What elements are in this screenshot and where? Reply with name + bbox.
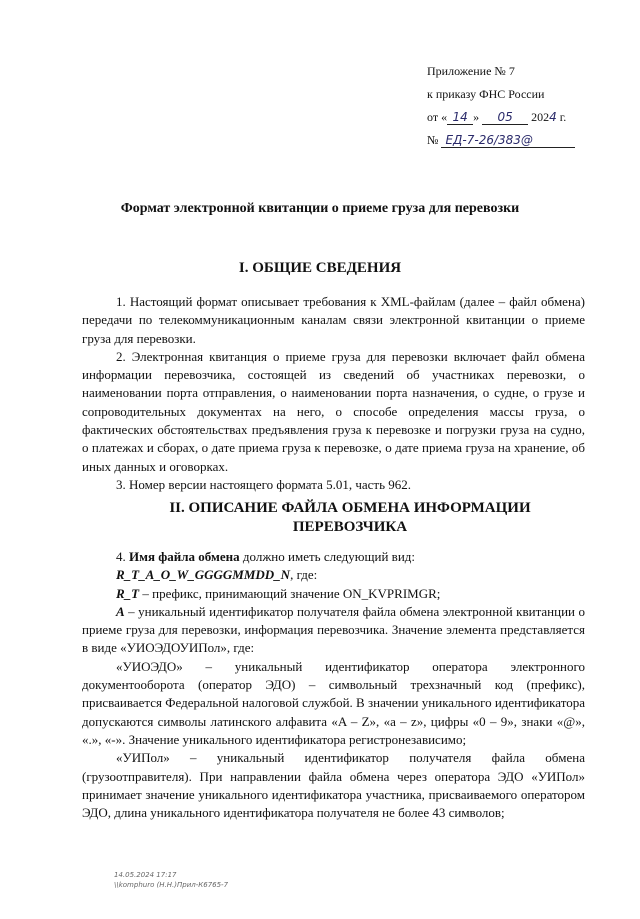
file-name-pattern: R_T_A_O_W_GGGGMMDD_N (116, 567, 291, 583)
paragraph-uipol: «УИПол» – уникальный идентификатор получателя файла обмена (грузоотправителя). При направлении файла обмена через оператора ЭДО «УИПол» принимает значение уникального идентификатора участника, присваиваемого оператором ЭДО, длина уникального идентификатора получателя не более 43 символов; (82, 750, 585, 821)
section-1-body (82, 293, 585, 494)
footer-timestamp: 14.05.2024 17:17 (114, 871, 177, 879)
paragraph-2: 2. Электронная квитанция о приеме груза для перевозки включает файл обмена информации перевозчика, состоящей из сведений об участниках перевозки, о наименовании порта отправления, о наименовании порта назначения, о судне, о грузе и сопроводительных документах на него, о способе определения массы груза, о фактических обстоятельствах предъявления груза к перевозке и погрузки груза на судно, о платежах и сборах, о дате приема груза к перевозке, о дате приема груза на хранение, об иных данных и оговорках. (82, 348, 585, 474)
prefix-rest: – префикс, принимающий значение ON_KVPRIMGR; (139, 585, 441, 601)
paragraph-1: 1. Настоящий формат описывает требования к XML-файлам (далее – файл обмена) передачи по телекоммуникационным каналам связи электронной квитанции о приеме груза для перевозки. (82, 294, 585, 346)
section-2-body (82, 548, 585, 822)
pattern-rest: , где: (290, 567, 318, 583)
paragraph-4 (82, 548, 585, 566)
year-printed: 202 (531, 110, 550, 124)
approval-header (427, 60, 627, 152)
p4-rest: должно иметь следующий вид: (239, 549, 416, 564)
date-line (427, 106, 627, 129)
section-2-heading: II. ОПИСАНИЕ ФАЙЛА ОБМЕНА ИНФОРМАЦИИ ПЕРЕВОЗЧИКА (169, 500, 531, 535)
print-footer (114, 870, 228, 890)
prefix-term: R_T (116, 585, 140, 601)
paragraph-file-pattern (82, 566, 585, 584)
section-1-heading: I. ОБЩИЕ СВЕДЕНИЯ (238, 260, 402, 276)
paragraph-uioedo: «УИОЭДО» – уникальный идентификатор оператора электронного документооборота (оператор ЭДО) – символьный трехзначный код (префикс), присваивается Федеральной налоговой службой. В значении уникального идентификатора допускаются символы латинского алфавита «A – Z», «a – z», цифры «0 – 9», знаки «@», «.», «-». Значение уникального идентификатора регистронезависимо; (82, 658, 585, 747)
paragraph-3: 3. Номер версии настоящего формата 5.01, часть 962. (116, 476, 412, 492)
number-prefix: № (427, 133, 439, 147)
order-number-line (427, 129, 627, 152)
appendix-line: Приложение № 7 (427, 64, 515, 78)
handwritten-order-number: ЕД-7-26/383@ (441, 133, 575, 148)
document-title: Формат электронной квитанции о приеме груза для перевозки (120, 201, 520, 216)
order-reference-line: к приказу ФНС России (427, 87, 545, 101)
identifier-a-term: A (116, 603, 125, 619)
year-suffix: г. (556, 110, 567, 124)
p4-bold-term: Имя файла обмена (129, 549, 240, 564)
paragraph-identifier-a (82, 603, 585, 658)
handwritten-month: 05 (482, 110, 528, 125)
identifier-a-rest: – уникальный идентификатор получателя файла обмена электронной квитанции о приеме груза для перевозки, информация перевозчика. Значение элемента представляется в виде «УИОЭДОУИПол», где: (82, 603, 585, 656)
date-prefix: от « (427, 110, 448, 124)
paragraph-prefix (82, 585, 585, 603)
footer-file-path: \\komphuro (Н.Н.)Прил-К6765-7 (114, 881, 229, 889)
p4-number: 4. (116, 549, 129, 564)
date-day-close: » (473, 110, 480, 124)
handwritten-year-digit: 4 (549, 110, 557, 124)
handwritten-day: 14 (447, 110, 473, 125)
